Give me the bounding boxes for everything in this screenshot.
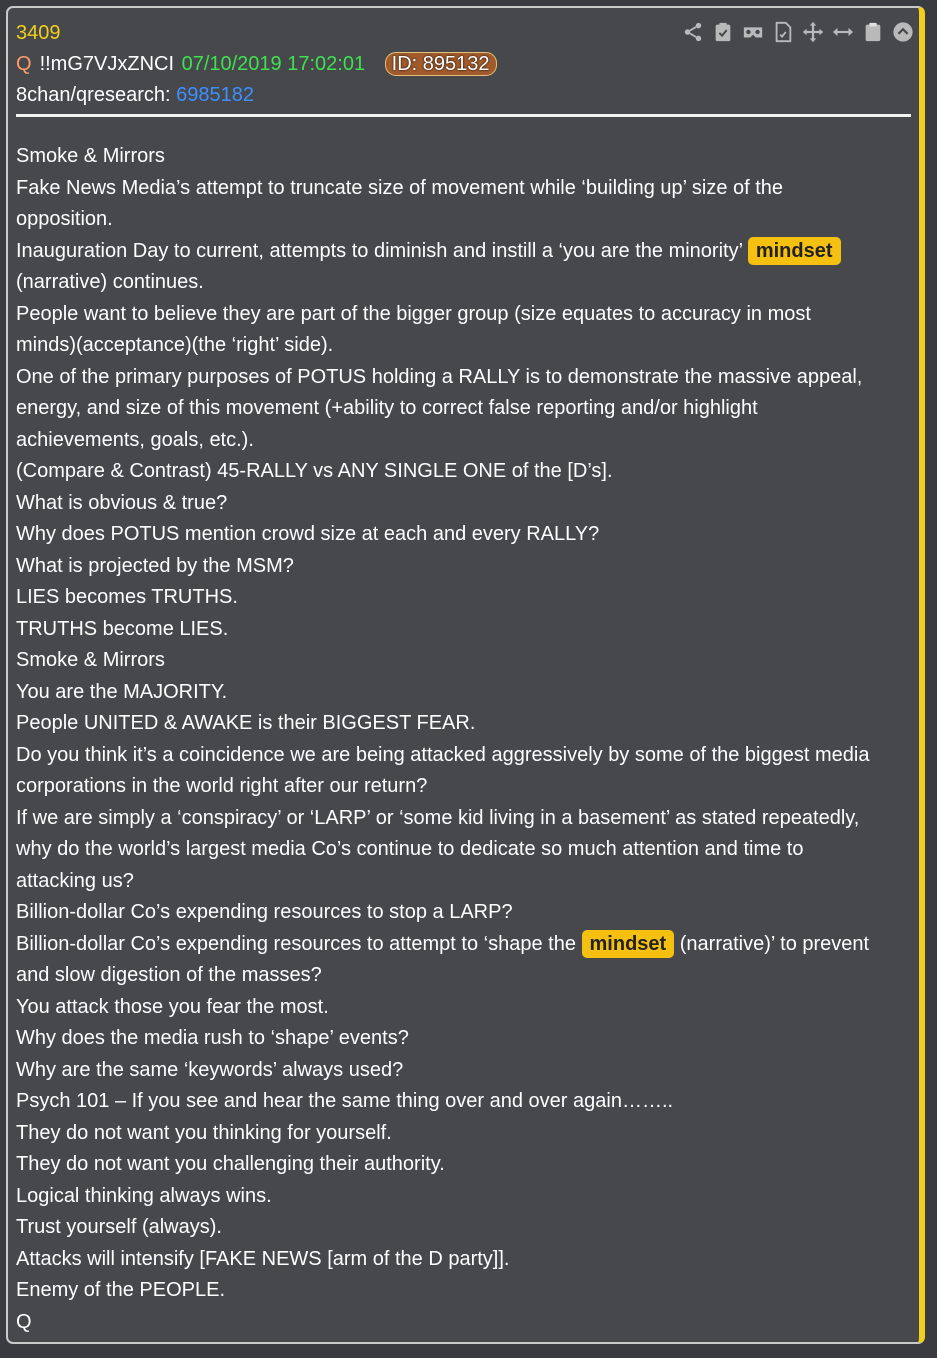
post-body [16, 141, 913, 1338]
body-line: Trust yourself (always). [16, 1216, 222, 1238]
body-line: If we are simply a ‘conspiracy’ or ‘LARP’ or ‘some kid living in a basement’ as stated repeatedly, [16, 806, 860, 829]
header-divider [16, 114, 911, 117]
post-toolbar [681, 20, 915, 44]
body-line: opposition. [16, 208, 113, 230]
clipboard-check-icon[interactable] [711, 20, 735, 44]
body-line: (Compare & Contrast) 45-RALLY vs ANY SINGLE ONE of the [D’s]. [16, 460, 613, 482]
post-datetime: 07/10/2019 17:02:01 [181, 53, 366, 75]
body-line: minds)(acceptance)(the ‘right’ side). [16, 334, 334, 356]
body-line [16, 236, 913, 268]
vr-goggles-icon[interactable] [741, 20, 765, 44]
body-line: Attacks will intensify [FAKE NEWS [arm of the D party]]. [16, 1247, 510, 1270]
body-line: TRUTHS become LIES. [16, 617, 229, 640]
body-line: attacking us? [16, 869, 134, 892]
body-line-text: Inauguration Day to current, attempts to diminish and instill a ‘you are the minority’ [16, 239, 748, 262]
post-number[interactable]: 3409 [16, 22, 61, 44]
body-line: why do the world’s largest media Co’s continue to dedicate so much attention and time to [16, 838, 804, 860]
body-line: They do not want you challenging their authority. [16, 1153, 445, 1175]
body-line: One of the primary purposes of POTUS holding a RALLY is to demonstrate the massive appeal, [16, 365, 863, 388]
post-meta [16, 51, 911, 77]
body-line: Smoke & Mirrors [16, 145, 165, 167]
body-line: Psych 101 – If you see and hear the same thing over and over again…….. [16, 1090, 674, 1112]
keyword-highlight: mindset [748, 237, 841, 265]
move-icon[interactable] [801, 20, 825, 44]
body-line: and slow digestion of the masses? [16, 964, 322, 986]
body-line: Why are the same ‘keywords’ always used? [16, 1058, 404, 1081]
share-icon[interactable] [681, 20, 705, 44]
body-line: What is obvious & true? [16, 491, 228, 514]
body-line-text: Billion-dollar Co’s expending resources to attempt to ‘shape the [16, 932, 582, 955]
resize-horizontal-icon[interactable] [831, 20, 855, 44]
body-line: (narrative) continues. [16, 271, 204, 293]
body-line: People UNITED & AWAKE is their BIGGEST FEAR. [16, 712, 476, 734]
document-icon[interactable] [771, 20, 795, 44]
clipboard-icon[interactable] [861, 20, 885, 44]
body-line: You attack those you fear the most. [16, 995, 329, 1018]
body-line: LIES becomes TRUTHS. [16, 586, 238, 608]
poster-id-badge[interactable]: ID: 895132 [385, 52, 497, 76]
body-line: They do not want you thinking for yourself. [16, 1121, 392, 1144]
body-line: What is projected by the MSM? [16, 554, 294, 577]
body-signature: Q [16, 1310, 32, 1333]
post-card [6, 6, 925, 1344]
body-line: You are the MAJORITY. [16, 680, 228, 703]
body-line: People want to believe they are part of the bigger group (size equates to accuracy in most [16, 302, 811, 325]
body-line: Logical thinking always wins. [16, 1184, 272, 1207]
tripcode: !!mG7VJxZNCI [39, 53, 175, 75]
body-line: corporations in the world right after our return? [16, 775, 428, 797]
body-line: Why does POTUS mention crowd size at each and every RALLY? [16, 523, 600, 545]
body-line: Smoke & Mirrors [16, 649, 165, 671]
body-line: Why does the media rush to ‘shape’ events? [16, 1027, 409, 1049]
board-source [16, 82, 911, 108]
poster-name: Q [16, 53, 32, 75]
body-line: energy, and size of this movement (+ability to correct false reporting and/or highlight [16, 397, 758, 419]
keyword-highlight: mindset [582, 930, 675, 958]
body-line: Fake News Media’s attempt to truncate size of movement while ‘building up’ size of the [16, 176, 784, 199]
body-line [16, 929, 913, 961]
body-line: Enemy of the PEOPLE. [16, 1279, 225, 1301]
body-line: achievements, goals, etc.). [16, 428, 254, 451]
body-line: Do you think it’s a coincidence we are being attacked aggressively by some of the biggest media [16, 743, 870, 766]
body-line: Billion-dollar Co’s expending resources to stop a LARP? [16, 901, 513, 923]
board-prefix: 8chan/qresearch: [16, 84, 177, 106]
body-line-text: (narrative)’ to prevent [674, 932, 870, 955]
collapse-icon[interactable] [891, 20, 915, 44]
board-post-link[interactable]: 6985182 [176, 84, 254, 106]
